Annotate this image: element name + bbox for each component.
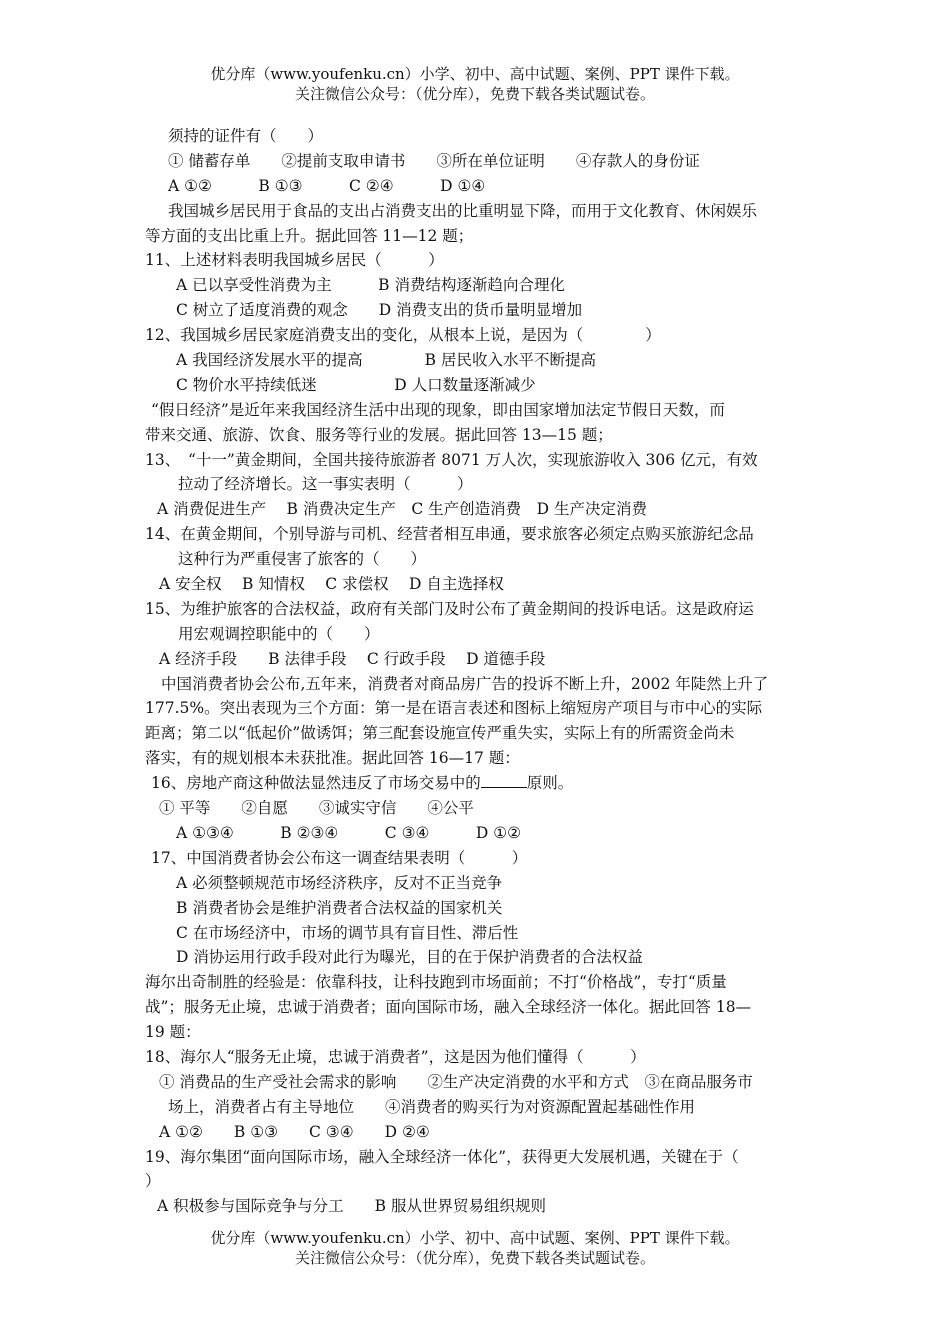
question-16-suffix: 原则。 xyxy=(526,774,574,793)
answer-blank xyxy=(481,771,527,788)
option-line: C 在市场经济中，市场的调节具有盲目性、滞后性 xyxy=(176,923,519,942)
option-line: A 已以享受性消费为主 B 消费结构逐渐趋向合理化 xyxy=(176,276,565,295)
question-11: 11、上述材料表明我国城乡居民（ ） xyxy=(145,251,444,270)
text-line: A ①② B ①③ C ②④ D ①④ xyxy=(168,176,486,195)
question-15: 15、为维护旅客的合法权益，政府有关部门及时公布了黄金期间的投诉电话。这是政府运 xyxy=(145,599,754,618)
question-14: 14、在黄金期间，个别导游与司机、经营者相互串通，要求旅客必须定点购买旅游纪念品 xyxy=(145,525,754,544)
header-line-1: 优分库（www.youfenku.cn）小学、初中、高中试题、案例、PPT 课件下载。 xyxy=(210,65,740,83)
page-header xyxy=(0,64,950,104)
option-line: C 树立了适度消费的观念 D 消费支出的货币量明显增加 xyxy=(176,301,583,320)
text-line: 这种行为严重侵害了旅客的（ ） xyxy=(178,550,427,569)
text-line: 我国城乡居民用于食品的支出占消费支出的比重明显下降，而用于文化教育、休闲娱乐 xyxy=(168,201,758,220)
question-16 xyxy=(145,771,810,796)
text-line: ① 储蓄存单 ②提前支取申请书 ③所在单位证明 ④存款人的身份证 xyxy=(168,151,700,170)
text-line: 须持的证件有（ ） xyxy=(168,127,324,145)
text-line: 带来交通、旅游、饮食、服务等行业的发展。据此回答 13—15 题； xyxy=(145,425,613,444)
text-line: 用宏观调控职能中的（ ） xyxy=(178,624,380,643)
option-line: C 物价水平持续低迷 D 人口数量逐渐减少 xyxy=(176,375,536,394)
text-line: 拉动了经济增长。这一事实表明（ ） xyxy=(178,475,473,494)
question-18: 18、海尔人“服务无止境，忠诚于消费者”，这是因为他们懂得（ ） xyxy=(145,1047,646,1066)
option-line: ① 平等 ②自愿 ③诚实守信 ④公平 xyxy=(159,799,474,818)
option-line: A 积极参与国际竞争与分工 B 服从世界贸易组织规则 xyxy=(157,1197,546,1216)
question-12: 12、我国城乡居民家庭消费支出的变化，从根本上说，是因为（ ） xyxy=(145,326,661,345)
option-line: 场上，消费者占有主导地位 ④消费者的购买行为对资源配置起基础性作用 xyxy=(168,1097,696,1116)
text-line: 距离；第二以“低起价”做诱饵；第三配套设施宣传严重失实，实际上有的所需资金尚未 xyxy=(145,724,735,743)
option-line: A 安全权 B 知情权 C 求偿权 D 自主选择权 xyxy=(159,575,504,594)
option-line: A ①③④ B ②③④ C ③④ D ①② xyxy=(176,823,522,842)
option-line: A 我国经济发展水平的提高 B 居民收入水平不断提高 xyxy=(176,351,596,370)
footer-line-2: 关注微信公众号：（优分库），免费下载各类试题试卷。 xyxy=(294,1249,655,1267)
text-line: 落实，有的规划根本未获批准。据此回答 16—17 题： xyxy=(145,749,520,768)
text-line: 等方面的支出比重上升。据此回答 11—12 题； xyxy=(145,226,474,245)
text-line: “假日经济”是近年来我国经济生活中出现的现象，即由国家增加法定节假日天数，而 xyxy=(151,400,725,419)
option-line: A 必须整顿规范市场经济秩序，反对不正当竞争 xyxy=(176,873,503,892)
option-line: A 经济手段 B 法律手段 C 行政手段 D 道德手段 xyxy=(159,649,546,668)
header-line-2: 关注微信公众号：（优分库），免费下载各类试题试卷。 xyxy=(294,85,655,103)
option-line: ① 消费品的生产受社会需求的影响 ②生产决定消费的水平和方式 ③在商品服务市 xyxy=(159,1072,753,1091)
text-line: 中国消费者协会公布,五年来，消费者对商品房广告的投诉不断上升，2002 年陡然上升了 xyxy=(161,674,769,693)
option-line: B 消费者协会是维护消费者合法权益的国家机关 xyxy=(176,898,503,917)
text-line: ） xyxy=(145,1172,161,1191)
option-line: A ①② B ①③ C ③④ D ②④ xyxy=(159,1122,430,1141)
footer-line-1: 优分库（www.youfenku.cn）小学、初中、高中试题、案例、PPT 课件下载。 xyxy=(210,1229,740,1247)
page-footer xyxy=(0,1228,950,1268)
question-17: 17、中国消费者协会公布这一调查结果表明（ ） xyxy=(151,848,528,867)
question-16-text: 16、房地产商这种做法显然违反了市场交易中的 xyxy=(151,774,481,793)
question-13: 13、 “十一”黄金期间，全国共接待旅游者 8071 万人次，实现旅游收入 306 亿元，有效 xyxy=(145,450,758,469)
question-19: 19、海尔集团“面向国际市场，融入全球经济一体化”，获得更大发展机遇，关键在于（ xyxy=(145,1147,739,1166)
text-line: 战”；服务无止境，忠诚于消费者；面向国际市场，融入全球经济一体化。据此回答 18— xyxy=(145,998,752,1017)
text-line: 19 题： xyxy=(145,1023,201,1042)
text-line: 海尔出奇制胜的经验是：依靠科技，让科技跑到市场面前；不打“价格战”，专打“质量 xyxy=(145,973,727,992)
option-line: D 消协运用行政手段对此行为曝光，目的在于保护消费者的合法权益 xyxy=(176,948,643,967)
option-line: A 消费促进生产 B 消费决定生产 C 生产创造消费 D 生产决定消费 xyxy=(157,500,648,519)
document-body xyxy=(145,124,810,1219)
text-line: 177.5%。突出表现为三个方面：第一是在语言表述和图标上缩短房产项目与市中心的实际 xyxy=(145,699,763,718)
